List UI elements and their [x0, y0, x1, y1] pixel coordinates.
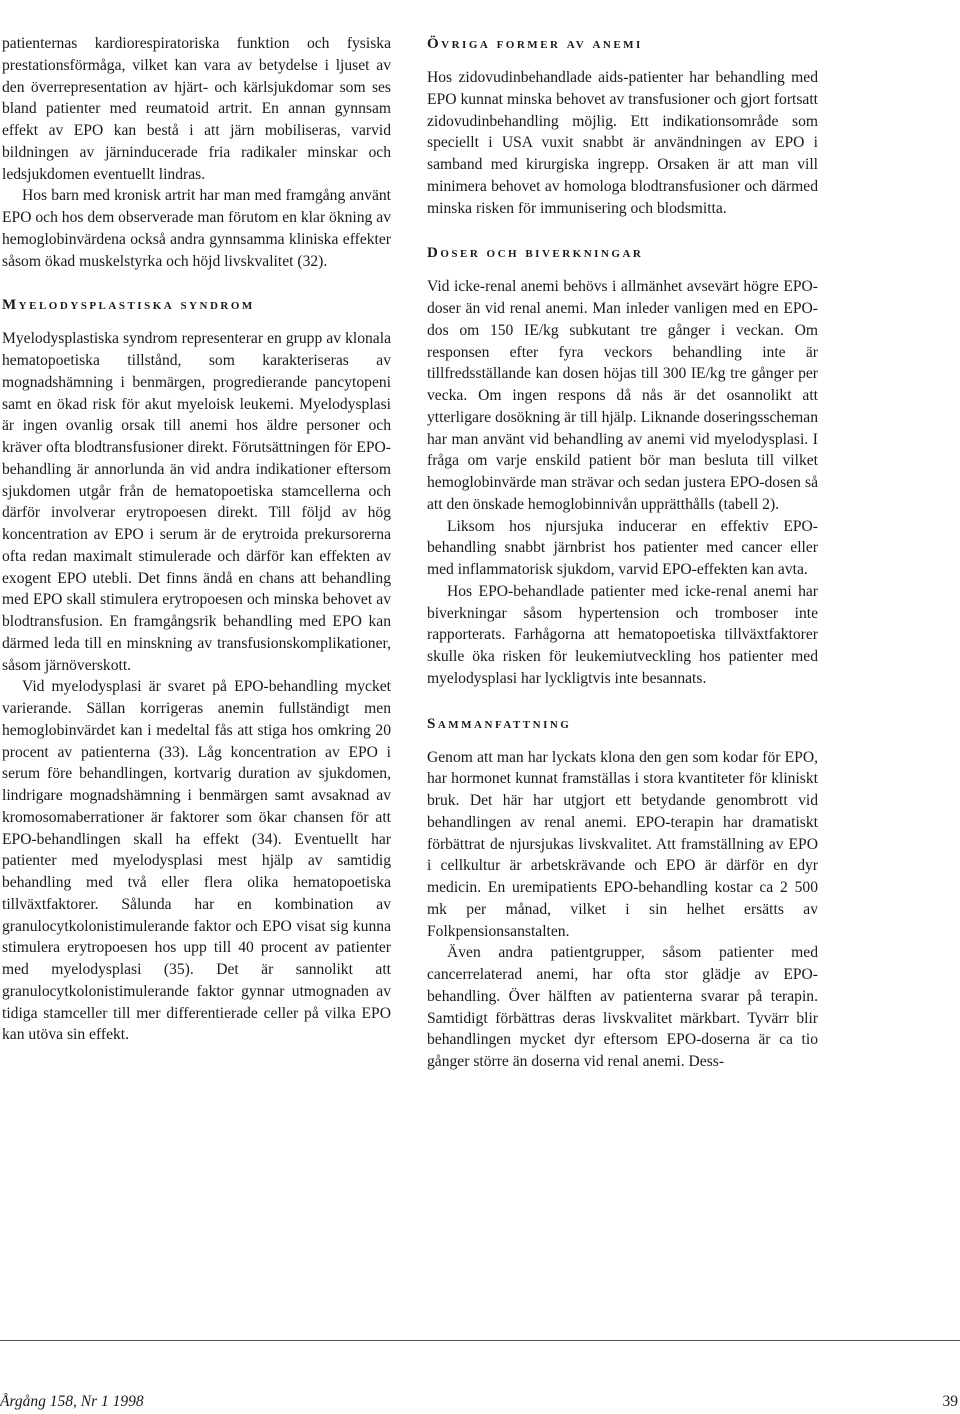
section-heading-doser: Doser och biverkningar: [427, 245, 644, 262]
paragraph: Hos EPO-behandlade patienter med icke-renal anemi har biverkningar såsom hypertension och tromboser inte rapporterats. Farhågorna att hematopoetiska tillväxtfaktorer skulle öka risken för leukemiutveckling hos patienter med myelodysplasi har lyckligtvis inte besannats.: [427, 582, 818, 687]
page-number: 39: [942, 1393, 958, 1410]
section-heading-myelodysplastiska: Myelodysplastiska syndrom: [2, 297, 255, 314]
section-heading-ovriga-former: Övriga former av anemi: [427, 36, 643, 52]
paragraph: Myelodysplastiska syndrom representerar en grupp av klonala hematopoetiska tillstånd, som karakteriseras av mognadshämning i benmärgen, progredierande pancytopeni samt en ökad risk för akut myeloisk leukemi. Myelodysplasi är ingen ovanlig orsak till anemi hos äldre personer och kräver ofta blodtransfusioner direkt. Förutsättningen för EPO-behandling är annorlunda än vid andra indikationer eftersom sjukdomen utgår från de hematopoetiska stamcellerna och därför involverar erytropoesen direkt. Till följd av hög koncentration av EPO i serum är de erytroida prekursorerna ofta redan maximalt stimulerade och därför kan effekten av exogent EPO utebli. Det finns ändå en chans att behandling med EPO skall stimulera erytropoesen och minska behovet av blodtransfusion. En framgångsrik behandling med EPO kan därmed leda till en minskning av transfusionskomplikationer, såsom järnöverskott.: [2, 330, 391, 674]
paragraph: Vid icke-renal anemi behövs i allmänhet avsevärt högre EPO-doser än vid renal anemi. Man inleder vanligen med en EPO-dos om 150 IE/kg subkutant tre gånger i veckan. Om responsen efter fyra veckors behandling inte är tillfredsställande kan dosen höjas till 300 IE/kg tre gånger per vecka. Om ingen respons då nås är det osannolikt att ytterligare dosökning är till hjälp. Liknande doseringsscheman har man använt vid behandling av anemi vid myelodysplasi. I fråga om varje enskild patient bör man besluta till vilket hemoglobinvärde man strävar och sedan justera EPO-dosen så att den önskade hemoglobinnivån upprätthålls (tabell 2).: [427, 278, 818, 513]
paragraph: Hos barn med kronisk artrit har man med framgång använt EPO och hos dem observerade man förutom en klar ökning av hemoglobinvärdena också andra gynnsamma kliniska effekter såsom ökad muskelstyrka och höjd livskvalitet (32).: [2, 187, 391, 270]
paragraph: Även andra patientgrupper, såsom patienter med cancerrelaterad anemi, har ofta stor glädje av EPO-behandling. Över hälften av patienterna svarar på terapin. Samtidigt förbättras deras livskvalitet märkbart. Tyvärr blir behandlingen mycket dyr eftersom EPO-doserna är ca tio gånger större än doserna vid renal anemi. Dess-: [427, 944, 818, 1070]
section-heading-sammanfattning: Sammanfattning: [427, 715, 572, 732]
right-column: [427, 33, 818, 1073]
paragraph: Hos zidovudinbehandlade aids-patienter har behandling med EPO kunnat minska behovet av transfusioner och gjort fortsatt zidovudinbehandling möjlig. Ett indikationsområde som speciellt i USA vuxit snabbt är användningen av EPO i samband med kirurgiska ingrepp. Orsaken är att man vill minimera behovet av homologa blodtransfusioner och därmed minska risken för immunisering och blodsmitta.: [427, 69, 818, 217]
footer-divider: [0, 1340, 960, 1341]
paragraph: patienternas kardiorespiratoriska funktion och fysiska prestationsförmåga, vilket kan vara av betydelse i ljuset av den överrepresentation av hjärt- och kärlsjukdomar som ses bland patienter med reumatoid artrit. En annan gynnsam effekt av EPO kan bestå i att järn mobiliseras, varvid bildningen av järninducerade fria radikaler minskar och ledsjukdomen eventuellt lindras.: [2, 35, 391, 183]
paragraph: Genom att man har lyckats klona den gen som kodar för EPO, har hormonet kunnat framställas i stora kvantiteter för kliniskt bruk. Det här har utgjort ett betydande genombrott vid behandlingen av renal anemi. EPO-terapin har dramatiskt förbättrat de njursjukas livskvalitet. Att framställning av EPO i cellkultur är arbetskrävande och EPO är därför en dyr medicin. En uremipatients EPO-behandling kostar ca 2 500 mk per månad, vilket i sin helhet ersätts av Folkpensionsanstalten.: [427, 748, 818, 940]
left-column: [2, 33, 391, 1046]
paragraph: Liksom hos njursjuka inducerar en effektiv EPO-behandling snabbt järnbrist hos patienter med cancer eller med inflammatorisk sjukdom, varvid EPO-effekten kan avta.: [427, 517, 818, 578]
paragraph: Vid myelodysplasi är svaret på EPO-behandling mycket varierande. Sällan korrigeras anemin fullständigt men hemoglobinvärdet kan i medeltal fås att stiga hos omkring 20 procent av patienterna (33). Låg koncentration av EPO i serum före behandlingen, kortvarig duration av sjukdomen, lindrigare mognadshämning i benmärgen samt avsaknad av kromosomaberrationer är faktorer som ökar chansen för att EPO-behandlingen skall ha effekt (34). Eventuellt har patienter med myelodysplasi mest hjälp av samtidig behandling med två eller flera olika hematopoetiska tillväxtfaktorer. Sålunda har en kombination av granulocytkolonistimulerande faktor och EPO visat sig kunna stimulera erytropoesen hos upp till 40 procent av patienter med myelodysplasi (35). Det är sannolikt att granulocytkolonistimulerande faktor gynnar utmognaden av tidiga stamceller till mer differentierade celler på vilka EPO kan utöva sin effekt.: [2, 678, 391, 1044]
journal-issue: Årgång 158, Nr 1 1998: [0, 1393, 144, 1410]
